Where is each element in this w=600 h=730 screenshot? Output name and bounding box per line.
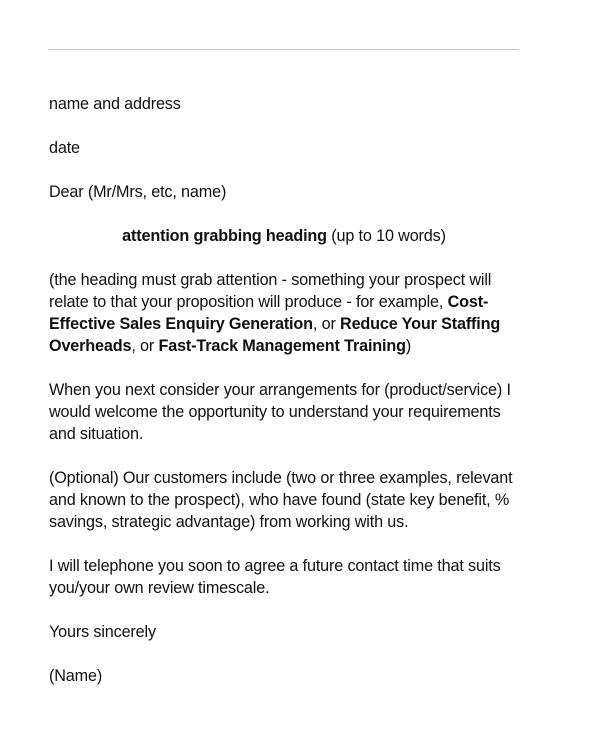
paragraph-heading-guidance: [49, 269, 519, 357]
paragraph-telephone: I will telephone you soon to agree a future contact time that suits you/your own review timescale.: [49, 557, 501, 597]
date-line: date: [49, 139, 80, 157]
signature-name: (Name): [49, 667, 103, 685]
letter-body: [49, 93, 519, 709]
letter-heading: [49, 225, 519, 247]
heading-bold-text: attention grabbing heading: [122, 227, 327, 245]
heading-note: (up to 10 words): [326, 227, 446, 245]
top-divider: [48, 49, 519, 50]
paragraph-arrangements: When you next consider your arrangements for (product/service) I would welcome the opportunity to understand your requirements and situation.: [49, 381, 511, 443]
salutation: Dear (Mr/Mrs, etc, name): [49, 183, 227, 201]
para1-text-4: ): [405, 337, 412, 355]
paragraph-customers: (Optional) Our customers include (two or three examples, relevant and known to the prospect), who have found (state key benefit, % savings, strategic advantage) from working with us.: [49, 469, 513, 531]
address-line: name and address: [49, 95, 181, 113]
example-heading-3: Fast-Track Management Training: [158, 337, 406, 355]
example-heading-2: Reduce Your Staffing Overheads: [49, 315, 501, 355]
para1-text-2: , or: [312, 315, 341, 333]
para1-text-3: , or: [131, 337, 159, 355]
para1-text-1: (the heading must grab attention - something your prospect will relate to that your proposition will produce - for example,: [49, 271, 492, 311]
closing: Yours sincerely: [49, 623, 156, 641]
example-heading-1: Cost-Effective Sales Enquiry Generation: [49, 293, 489, 333]
